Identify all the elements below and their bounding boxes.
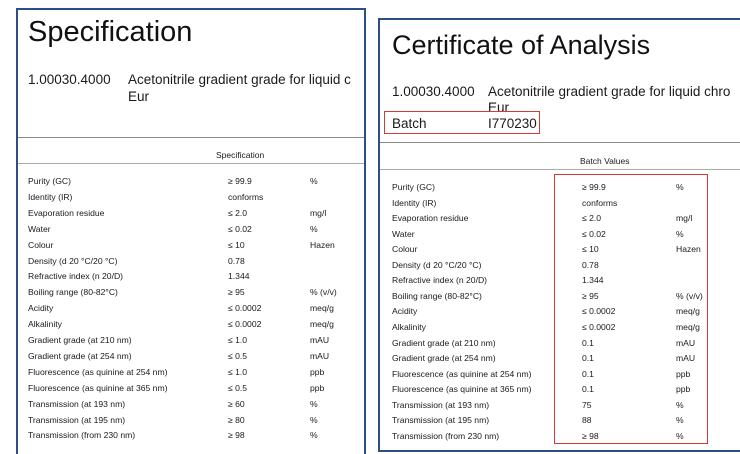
parameter-value: 88 [582, 415, 592, 426]
divider [380, 169, 740, 170]
parameter-unit: Hazen [676, 244, 701, 255]
parameter-name: Evaporation residue [28, 207, 105, 218]
table-row [380, 413, 740, 428]
parameter-name: Purity (GC) [28, 176, 71, 186]
batch-label: Batch [392, 116, 427, 131]
table-row [18, 381, 364, 396]
table-row [380, 336, 740, 351]
parameter-value: 0.1 [582, 353, 594, 364]
product-description-line2: Eur [128, 89, 150, 104]
parameter-value: ≥ 99.9 [582, 182, 606, 192]
parameter-name: Transmission (at 193 nm) [28, 398, 126, 409]
parameter-unit: ppb [676, 384, 691, 395]
table-row [18, 428, 364, 443]
parameter-value: ≥ 60 [228, 398, 245, 409]
parameter-name: Fluorescence (as quinine at 254 nm) [392, 368, 532, 379]
parameter-unit: % [310, 398, 318, 409]
table-row [380, 227, 740, 242]
parameter-value: conforms [228, 191, 264, 202]
parameter-value: ≤ 0.5 [228, 350, 248, 361]
parameter-value: ≥ 80 [228, 414, 245, 425]
parameter-value: ≤ 2.0 [582, 213, 602, 224]
parameter-name: Water [392, 228, 415, 239]
parameter-value: ≤ 0.02 [228, 223, 252, 234]
product-description-line2: Eur [488, 100, 510, 115]
parameter-value: ≤ 0.0002 [582, 306, 616, 317]
parameter-name: Colour [28, 239, 54, 250]
parameter-name: Boiling range (80-82°C) [392, 290, 482, 301]
parameter-unit: ppb [676, 368, 691, 379]
parameter-value: 0.1 [582, 368, 594, 379]
product-code: 1.00030.4000 [392, 84, 475, 99]
parameter-name: Fluorescence (as quinine at 365 nm) [392, 384, 532, 395]
table-row [18, 333, 364, 348]
parameter-unit: mg/l [310, 207, 327, 218]
table-row [380, 304, 740, 319]
parameter-unit: % [310, 223, 318, 234]
table-row [380, 367, 740, 382]
parameter-value: 0.78 [228, 255, 245, 266]
table-row [18, 301, 364, 316]
parameter-name: Refractive index (n 20/D) [392, 275, 488, 286]
parameter-value: 0.78 [582, 259, 599, 270]
parameter-name: Fluorescence (as quinine at 254 nm) [28, 366, 168, 377]
parameter-value: 0.1 [582, 337, 594, 348]
parameter-unit: % [676, 399, 684, 410]
product-description: Acetonitrile gradient grade for liquid c [128, 72, 351, 87]
parameter-name: Identity (IR) [392, 197, 437, 208]
table-row [18, 317, 364, 332]
parameter-name: Water [28, 223, 51, 234]
parameter-name: Acidity [392, 306, 418, 317]
table-row [18, 206, 364, 221]
parameter-value: ≤ 1.0 [228, 366, 248, 377]
product-code: 1.00030.4000 [28, 72, 111, 87]
parameter-name: Evaporation residue [392, 213, 469, 224]
parameter-value: conforms [582, 197, 618, 208]
table-row [380, 398, 740, 413]
parameter-name: Gradient grade (at 210 nm) [392, 337, 496, 348]
table-row [18, 174, 364, 189]
parameter-unit: meq/g [310, 303, 334, 314]
parameter-name: Fluorescence (as quinine at 365 nm) [28, 382, 168, 393]
table-row [380, 258, 740, 273]
table-row [18, 397, 364, 412]
table-row [380, 242, 740, 257]
parameter-unit: % [676, 415, 684, 426]
parameter-value: ≥ 98 [582, 430, 599, 441]
parameter-name: Identity (IR) [28, 191, 73, 202]
parameter-unit: % [676, 228, 684, 239]
parameter-unit: ppb [310, 366, 325, 377]
specification-document [16, 8, 366, 454]
parameter-name: Density (d 20 °C/20 °C) [28, 255, 118, 266]
parameter-unit: % [310, 430, 318, 441]
parameter-unit: mAU [310, 335, 330, 345]
table-row [380, 351, 740, 366]
parameter-name: Purity (GC) [392, 182, 435, 192]
parameter-unit: mg/l [676, 213, 693, 224]
specification-title: Specification [28, 16, 193, 48]
table-row [380, 429, 740, 444]
certificate-document [378, 18, 740, 452]
parameter-name: Alkalinity [392, 321, 426, 332]
parameter-unit: meq/g [676, 306, 700, 317]
table-row [18, 254, 364, 269]
parameter-unit: Hazen [310, 239, 335, 250]
parameter-unit: % [310, 414, 318, 425]
parameter-name: Transmission (at 195 nm) [392, 415, 490, 426]
parameter-value: ≤ 2.0 [228, 207, 248, 218]
parameter-value: ≥ 95 [582, 290, 599, 301]
parameter-value: 0.1 [582, 384, 594, 395]
parameter-value: ≤ 0.0002 [228, 319, 262, 330]
parameter-unit: % [676, 182, 684, 192]
parameter-name: Colour [392, 244, 418, 255]
parameter-value: ≥ 95 [228, 287, 245, 298]
table-row [380, 211, 740, 226]
table-row [18, 190, 364, 205]
parameter-name: Transmission (from 230 nm) [28, 430, 136, 441]
parameter-value: ≤ 10 [228, 239, 245, 250]
table-row [18, 413, 364, 428]
parameter-value: ≤ 0.0002 [582, 321, 616, 332]
parameter-name: Gradient grade (at 210 nm) [28, 335, 132, 345]
parameter-unit: % [310, 176, 318, 186]
parameter-unit: meq/g [676, 321, 700, 332]
parameter-value: ≤ 0.0002 [228, 303, 262, 314]
parameter-value: ≥ 99.9 [228, 176, 252, 186]
parameter-unit: mAU [310, 350, 330, 361]
parameter-name: Acidity [28, 303, 54, 314]
parameter-value: 1.344 [228, 271, 250, 282]
divider [380, 142, 740, 143]
parameter-unit: % (v/v) [676, 290, 703, 301]
table-row [18, 349, 364, 364]
parameter-name: Alkalinity [28, 319, 62, 330]
parameter-name: Transmission (at 195 nm) [28, 414, 126, 425]
table-row [380, 180, 740, 195]
parameter-name: Density (d 20 °C/20 °C) [392, 259, 482, 270]
parameter-name: Transmission (at 193 nm) [392, 399, 490, 410]
parameter-value: 1.344 [582, 275, 604, 286]
parameter-name: Boiling range (80-82°C) [28, 287, 118, 298]
parameter-value: ≤ 1.0 [228, 335, 248, 345]
product-description: Acetonitrile gradient grade for liquid chro [488, 84, 731, 99]
divider [18, 137, 364, 138]
table-row [380, 320, 740, 335]
parameter-name: Gradient grade (at 254 nm) [392, 353, 496, 364]
table-row [380, 382, 740, 397]
parameter-value: ≤ 0.02 [582, 228, 606, 239]
batch-number: I770230 [488, 116, 537, 131]
parameter-unit: mAU [676, 353, 696, 364]
section-label: Batch Values [580, 156, 630, 166]
parameter-unit: % (v/v) [310, 287, 337, 298]
parameter-value: ≤ 0.5 [228, 382, 248, 393]
divider [18, 163, 364, 164]
parameter-name: Refractive index (n 20/D) [28, 271, 124, 282]
parameter-name: Transmission (from 230 nm) [392, 430, 500, 441]
section-label: Specification [216, 150, 265, 160]
parameter-value: ≥ 98 [228, 430, 245, 441]
table-row [380, 273, 740, 288]
certificate-title: Certificate of Analysis [392, 30, 651, 60]
parameter-value: ≤ 10 [582, 244, 599, 255]
table-row [380, 289, 740, 304]
parameter-unit: ppb [310, 382, 325, 393]
parameter-name: Gradient grade (at 254 nm) [28, 350, 132, 361]
table-row [18, 222, 364, 237]
parameter-unit: mAU [676, 337, 696, 348]
table-row [18, 365, 364, 380]
table-row [380, 196, 740, 211]
table-row [18, 238, 364, 253]
parameter-value: 75 [582, 399, 592, 410]
parameter-unit: % [676, 430, 684, 441]
table-row [18, 285, 364, 300]
parameter-unit: meq/g [310, 319, 334, 330]
table-row [18, 269, 364, 284]
